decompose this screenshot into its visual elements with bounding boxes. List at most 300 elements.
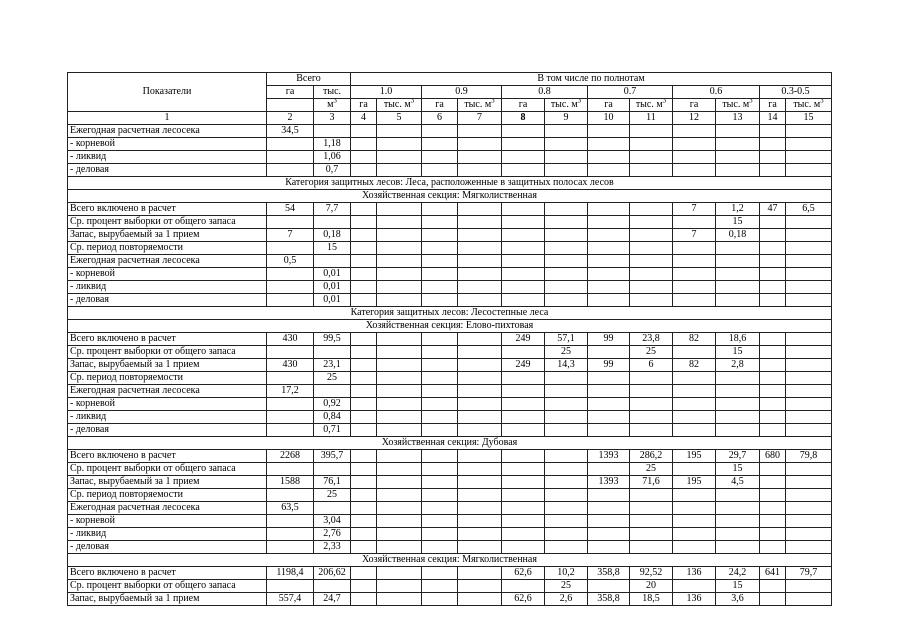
- table-cell: [422, 242, 458, 255]
- table-cell: [267, 346, 314, 359]
- table-cell: [377, 567, 422, 580]
- table-cell: [760, 125, 786, 138]
- column-number: 13: [716, 112, 760, 125]
- table-cell: [377, 151, 422, 164]
- table-cell: [588, 294, 630, 307]
- table-cell: [458, 476, 502, 489]
- table-cell: [760, 372, 786, 385]
- table-cell: [673, 385, 716, 398]
- table-cell: [760, 593, 786, 606]
- table-row: [68, 567, 832, 580]
- table-cell: [377, 463, 422, 476]
- table-cell: [716, 138, 760, 151]
- table-cell: 82: [673, 359, 716, 372]
- table-cell: 15: [716, 580, 760, 593]
- table-cell: 7: [267, 229, 314, 242]
- row-label: - корневой: [68, 398, 267, 411]
- table-cell: 0,7: [314, 164, 351, 177]
- table-cell: [422, 164, 458, 177]
- row-label: Ср. процент выборки от общего запаса: [68, 580, 267, 593]
- table-row: [68, 294, 832, 307]
- table-cell: [422, 385, 458, 398]
- table-cell: [267, 515, 314, 528]
- table-cell: 680: [760, 450, 786, 463]
- table-cell: [422, 333, 458, 346]
- table-cell: [673, 411, 716, 424]
- table-cell: 18,6: [716, 333, 760, 346]
- table-cell: [786, 346, 832, 359]
- table-cell: 136: [673, 567, 716, 580]
- table-cell: [267, 398, 314, 411]
- table-cell: [630, 411, 673, 424]
- table-cell: [377, 385, 422, 398]
- column-number: 14: [760, 112, 786, 125]
- row-label: - ликвид: [68, 151, 267, 164]
- table-row: [68, 385, 832, 398]
- table-cell: [422, 229, 458, 242]
- table-cell: [458, 242, 502, 255]
- forest-table-sheet: [67, 72, 832, 606]
- table-cell: [502, 580, 545, 593]
- table-cell: [502, 138, 545, 151]
- table-cell: [673, 268, 716, 281]
- table-cell: [673, 398, 716, 411]
- table-cell: [502, 346, 545, 359]
- table-cell: [377, 541, 422, 554]
- table-cell: [351, 372, 377, 385]
- header-density-1: 1.0: [351, 86, 422, 99]
- table-cell: [502, 229, 545, 242]
- table-cell: [458, 424, 502, 437]
- table-row: [68, 489, 832, 502]
- table-cell: [716, 372, 760, 385]
- table-cell: 17,2: [267, 385, 314, 398]
- table-cell: 71,6: [630, 476, 673, 489]
- column-number: 4: [351, 112, 377, 125]
- table-cell: [673, 502, 716, 515]
- table-cell: [314, 463, 351, 476]
- table-cell: [351, 333, 377, 346]
- section-title: Категория защитных лесов: Лесостепные леса: [68, 307, 832, 320]
- table-cell: [588, 164, 630, 177]
- table-cell: [673, 346, 716, 359]
- table-cell: [630, 125, 673, 138]
- table-row: [68, 242, 832, 255]
- table-cell: [588, 424, 630, 437]
- table-row: [68, 541, 832, 554]
- table-cell: [588, 580, 630, 593]
- table-cell: 430: [267, 359, 314, 372]
- table-cell: [422, 268, 458, 281]
- table-cell: [351, 489, 377, 502]
- table-cell: [377, 580, 422, 593]
- table-cell: 34,5: [267, 125, 314, 138]
- table-cell: [422, 450, 458, 463]
- table-cell: [422, 541, 458, 554]
- table-cell: [786, 398, 832, 411]
- table-row: [68, 164, 832, 177]
- table-cell: [786, 281, 832, 294]
- table-cell: [545, 489, 588, 502]
- row-label: Всего включено в расчет: [68, 450, 267, 463]
- table-cell: [377, 398, 422, 411]
- table-cell: [630, 151, 673, 164]
- table-cell: [458, 463, 502, 476]
- table-cell: [786, 580, 832, 593]
- table-cell: [377, 255, 422, 268]
- table-cell: [458, 502, 502, 515]
- section-row: [68, 437, 832, 450]
- table-cell: [502, 411, 545, 424]
- table-cell: 641: [760, 567, 786, 580]
- table-cell: [458, 229, 502, 242]
- table-cell: [588, 346, 630, 359]
- column-number: 15: [786, 112, 832, 125]
- table-cell: [314, 385, 351, 398]
- table-cell: [502, 151, 545, 164]
- row-label: - деловая: [68, 541, 267, 554]
- table-cell: [630, 242, 673, 255]
- table-cell: [458, 125, 502, 138]
- table-cell: [673, 541, 716, 554]
- table-cell: [502, 515, 545, 528]
- table-cell: 79,7: [786, 567, 832, 580]
- table-cell: [351, 164, 377, 177]
- header-density-thous-m3: тыс. $м^3$: [458, 99, 502, 112]
- table-cell: 395,7: [314, 450, 351, 463]
- header-density-ha: га: [351, 99, 377, 112]
- table-cell: [545, 125, 588, 138]
- table-cell: 57,1: [545, 333, 588, 346]
- table-cell: 430: [267, 333, 314, 346]
- table-cell: [458, 281, 502, 294]
- table-cell: 0,84: [314, 411, 351, 424]
- section-title: Хозяйственная секция: Елово-пихтовая: [68, 320, 832, 333]
- table-cell: 2,76: [314, 528, 351, 541]
- table-cell: [458, 450, 502, 463]
- row-label: Ежегодная расчетная лесосека: [68, 385, 267, 398]
- table-cell: [502, 398, 545, 411]
- table-cell: [716, 489, 760, 502]
- forest-allowable-cut-table: [67, 72, 832, 606]
- header-density-ha: га: [422, 99, 458, 112]
- table-cell: [422, 203, 458, 216]
- table-cell: [545, 424, 588, 437]
- header-density-3: 0.8: [502, 86, 588, 99]
- table-cell: [716, 294, 760, 307]
- section-row: [68, 307, 832, 320]
- row-label: - деловая: [68, 294, 267, 307]
- table-row: [68, 476, 832, 489]
- table-cell: [716, 164, 760, 177]
- table-row: [68, 125, 832, 138]
- table-cell: [786, 268, 832, 281]
- table-cell: [351, 203, 377, 216]
- row-label: - ликвид: [68, 411, 267, 424]
- table-cell: [786, 385, 832, 398]
- table-cell: [502, 476, 545, 489]
- table-cell: [786, 411, 832, 424]
- table-cell: [351, 255, 377, 268]
- table-cell: 3,6: [716, 593, 760, 606]
- header-total-ha-unit: [267, 99, 314, 112]
- table-cell: [377, 359, 422, 372]
- table-cell: 25: [630, 346, 673, 359]
- table-cell: [351, 593, 377, 606]
- table-cell: [716, 281, 760, 294]
- table-cell: [545, 450, 588, 463]
- table-cell: [422, 593, 458, 606]
- table-cell: [458, 528, 502, 541]
- table-cell: [786, 125, 832, 138]
- column-number: 1: [68, 112, 267, 125]
- table-cell: [760, 528, 786, 541]
- table-row: [68, 359, 832, 372]
- table-cell: [351, 450, 377, 463]
- table-cell: [267, 411, 314, 424]
- table-cell: [458, 138, 502, 151]
- table-cell: [502, 268, 545, 281]
- table-cell: [458, 489, 502, 502]
- row-label: Всего включено в расчет: [68, 567, 267, 580]
- table-cell: [630, 203, 673, 216]
- table-cell: 0,18: [716, 229, 760, 242]
- row-label: Всего включено в расчет: [68, 203, 267, 216]
- table-cell: [377, 333, 422, 346]
- table-cell: [588, 489, 630, 502]
- table-cell: [588, 528, 630, 541]
- table-row: [68, 229, 832, 242]
- table-cell: [716, 411, 760, 424]
- table-cell: [588, 385, 630, 398]
- section-row: [68, 554, 832, 567]
- table-cell: [422, 411, 458, 424]
- table-cell: [458, 580, 502, 593]
- table-cell: [502, 450, 545, 463]
- table-cell: [545, 294, 588, 307]
- table-cell: 25: [314, 489, 351, 502]
- table-cell: 0,01: [314, 294, 351, 307]
- table-cell: 2,8: [716, 359, 760, 372]
- table-cell: [786, 372, 832, 385]
- table-cell: [760, 541, 786, 554]
- table-cell: [716, 151, 760, 164]
- header-density-6: 0.3-0.5: [760, 86, 832, 99]
- section-title: Категория защитных лесов: Леса, расположенные в защитных полосах лесов: [68, 177, 832, 190]
- table-cell: [588, 268, 630, 281]
- table-cell: [502, 541, 545, 554]
- header-density-thous-m3: тыс. $м^3$: [377, 99, 422, 112]
- table-cell: [630, 229, 673, 242]
- table-cell: [351, 294, 377, 307]
- row-label: - корневой: [68, 268, 267, 281]
- table-row: [68, 463, 832, 476]
- table-cell: [458, 359, 502, 372]
- column-number: 9: [545, 112, 588, 125]
- table-cell: [545, 216, 588, 229]
- table-cell: [422, 372, 458, 385]
- table-cell: [351, 528, 377, 541]
- table-cell: [351, 463, 377, 476]
- table-cell: [716, 515, 760, 528]
- table-cell: 15: [314, 242, 351, 255]
- table-cell: [422, 424, 458, 437]
- header-by-density: В том числе по полнотам: [351, 73, 832, 86]
- table-cell: [588, 138, 630, 151]
- table-cell: 76,1: [314, 476, 351, 489]
- table-cell: [716, 528, 760, 541]
- table-cell: [458, 151, 502, 164]
- table-cell: [760, 255, 786, 268]
- table-row: [68, 255, 832, 268]
- header-total-ha: га: [267, 86, 314, 99]
- table-row: [68, 424, 832, 437]
- table-cell: [786, 476, 832, 489]
- table-cell: [267, 138, 314, 151]
- table-cell: [760, 424, 786, 437]
- table-cell: [545, 528, 588, 541]
- table-cell: [673, 515, 716, 528]
- table-cell: [267, 541, 314, 554]
- row-label: Запас, вырубаемый за 1 прием: [68, 476, 267, 489]
- table-cell: [630, 255, 673, 268]
- table-cell: [760, 463, 786, 476]
- table-cell: 2,33: [314, 541, 351, 554]
- table-cell: 1393: [588, 476, 630, 489]
- table-row: [68, 502, 832, 515]
- table-cell: [588, 502, 630, 515]
- table-cell: 99: [588, 359, 630, 372]
- table-cell: [760, 398, 786, 411]
- table-cell: [588, 203, 630, 216]
- table-cell: [786, 138, 832, 151]
- table-cell: [377, 268, 422, 281]
- table-cell: [458, 515, 502, 528]
- table-cell: 62,6: [502, 567, 545, 580]
- table-cell: [588, 411, 630, 424]
- table-cell: [458, 268, 502, 281]
- table-cell: [314, 255, 351, 268]
- table-cell: 249: [502, 333, 545, 346]
- table-cell: [502, 463, 545, 476]
- table-cell: [716, 125, 760, 138]
- table-cell: [630, 385, 673, 398]
- table-cell: [351, 502, 377, 515]
- table-cell: 82: [673, 333, 716, 346]
- table-cell: 195: [673, 476, 716, 489]
- table-cell: 2,6: [545, 593, 588, 606]
- table-cell: [760, 515, 786, 528]
- table-row: [68, 515, 832, 528]
- row-label: Всего включено в расчет: [68, 333, 267, 346]
- table-cell: [502, 255, 545, 268]
- table-cell: [377, 593, 422, 606]
- row-label: Ср. период повторяемости: [68, 489, 267, 502]
- column-number: 12: [673, 112, 716, 125]
- row-label: Запас, вырубаемый за 1 прием: [68, 229, 267, 242]
- table-cell: [502, 216, 545, 229]
- table-cell: 1,06: [314, 151, 351, 164]
- table-cell: [502, 528, 545, 541]
- table-cell: [267, 164, 314, 177]
- table-cell: [351, 476, 377, 489]
- table-row: [68, 593, 832, 606]
- table-cell: [267, 424, 314, 437]
- table-cell: [422, 216, 458, 229]
- table-cell: [786, 216, 832, 229]
- table-cell: [267, 580, 314, 593]
- table-cell: [377, 125, 422, 138]
- row-label: Ср. процент выборки от общего запаса: [68, 463, 267, 476]
- header-density-thous-m3: тыс. $м^3$: [630, 99, 673, 112]
- table-cell: [588, 255, 630, 268]
- table-cell: [314, 216, 351, 229]
- table-cell: [351, 411, 377, 424]
- header-density-4: 0.7: [588, 86, 673, 99]
- table-cell: [377, 203, 422, 216]
- table-cell: 23,1: [314, 359, 351, 372]
- table-cell: 136: [673, 593, 716, 606]
- table-cell: [545, 463, 588, 476]
- table-cell: [458, 346, 502, 359]
- table-cell: 1393: [588, 450, 630, 463]
- table-cell: 14,3: [545, 359, 588, 372]
- table-cell: 25: [630, 463, 673, 476]
- section-title: Хозяйственная секция: Мягколиственная: [68, 554, 832, 567]
- table-cell: [630, 398, 673, 411]
- table-cell: [545, 502, 588, 515]
- table-cell: [630, 281, 673, 294]
- table-cell: [351, 398, 377, 411]
- header-density-ha: га: [673, 99, 716, 112]
- row-label: - ликвид: [68, 528, 267, 541]
- table-cell: [760, 359, 786, 372]
- table-cell: [786, 463, 832, 476]
- table-row: [68, 450, 832, 463]
- table-cell: [422, 567, 458, 580]
- table-cell: [377, 281, 422, 294]
- table-cell: [545, 151, 588, 164]
- table-cell: [630, 216, 673, 229]
- table-cell: [422, 359, 458, 372]
- table-cell: [545, 385, 588, 398]
- table-row: [68, 411, 832, 424]
- table-cell: [422, 489, 458, 502]
- header-density-2: 0.9: [422, 86, 502, 99]
- table-cell: [716, 255, 760, 268]
- table-cell: [760, 385, 786, 398]
- table-cell: [377, 476, 422, 489]
- table-cell: [377, 502, 422, 515]
- table-cell: 6,5: [786, 203, 832, 216]
- table-cell: [588, 541, 630, 554]
- table-row: [68, 346, 832, 359]
- table-cell: [673, 216, 716, 229]
- table-cell: [267, 372, 314, 385]
- table-cell: [545, 164, 588, 177]
- header-column-numbers: [68, 112, 832, 125]
- table-cell: [267, 463, 314, 476]
- header-density-thous-m3: тыс. $м^3$: [786, 99, 832, 112]
- table-cell: 92,52: [630, 567, 673, 580]
- table-cell: 0,01: [314, 268, 351, 281]
- table-cell: 195: [673, 450, 716, 463]
- table-cell: [377, 242, 422, 255]
- table-cell: [267, 242, 314, 255]
- table-cell: [673, 463, 716, 476]
- table-cell: 0,92: [314, 398, 351, 411]
- table-cell: [502, 281, 545, 294]
